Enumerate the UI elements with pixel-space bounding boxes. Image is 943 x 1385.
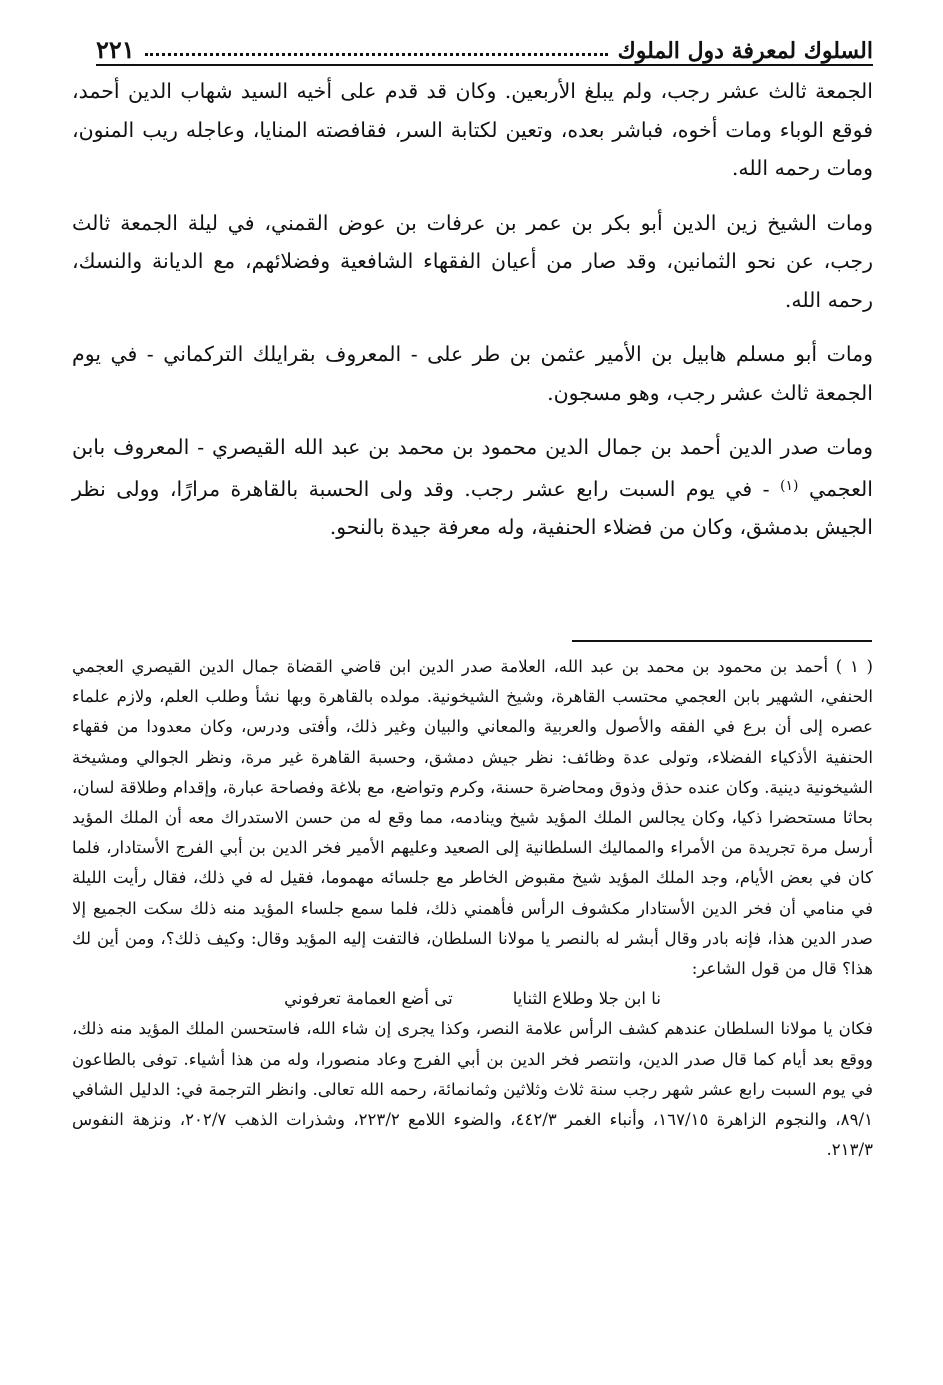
- footnote-body: ( ١ ) أحمد بن محمود بن محمد بن عبد الله، العلامة صدر الدين ابن قاضي القضاة جمال الدين القيصري العجمي الحنفي، الشهير بابن العجمي محتسب القاهرة، وشيخ الشيخونية. مولده بالقاهرة وبها نشأ وطلب العلم، ولازم علماء عصره إلى أن برع في الفقه والأصول والعربية والمعاني والبيان وغير ذلك، وأفتى ودرس، وكان معدودا من فقهاء الحنفية الأذكياء الفضلاء، وتولى عدة وظائف: نظر جيش دمشق، وحسبة القاهرة غير مرة، ونظر الجوالي ومشيخة الشيخونية دينية. وكان عنده حذق وذوق ومحاضرة حسنة، وكرم وتواضع، مع بلاغة وفصاحة عبارة، وإقدام وطلاقة لسان، بحاثا مستحضرا ذكيا، وكان يجالس الملك المؤيد شيخ وينادمه، مما وقع له من حسن الاستدراك معه أن الملك المؤيد أرسل مرة تجريدة من الأمراء والمماليك السلطانية إلى الصعيد وعليهم الأمير فخر الدين بن أبي الفرج الأستادار، فلما كان في بعض الأيام، وجد الملك المؤيد شيخ مقبوض الخاطر مع جلسائه مهموما، فقيل له في ذلك، فقال رأيت الليلة في منامي أن فخر الدين الأستادار مكشوف الرأس فأهمني ذلك، فلما سمع جلساء المؤيد منه ذلك سكت الجميع إلا صدر الدين هذا، فإنه بادر وقال أبشر له بالنصر يا مولانا السلطان، فالتفت إليه المؤيد وقال: وكيف ذلك؟، ومن أين لك هذا؟ قال من قول الشاعر:: [72, 657, 874, 979]
- main-text: [72, 72, 873, 547]
- footnote-reference: (١): [780, 477, 799, 494]
- paragraph-4-end: - في يوم السبت رابع عشر رجب. وقد ولى الحسبة بالقاهرة مرارًا، وولى نظر الجيش بدمشق، وكان من فضلاء الحنفية، وله معرفة جيدة بالنحو.: [72, 476, 873, 539]
- verse-second-hemistich: تى أضع العمامة تعرفوني: [284, 989, 453, 1009]
- paragraph-2: ومات الشيخ زين الدين أبو بكر بن عمر بن عرفات بن عوض القمني، في ليلة الجمعة ثالث رجب، عن نحو الثمانين، وقد صار من أعيان الفقهاء الشافعية وفضلائهم، مع الديانة والنسك، رحمه الله.: [72, 210, 873, 312]
- footnote-continuation: فكان يا مولانا السلطان عندهم كشف الرأس علامة النصر، وكذا يجرى إن شاء الله، فاستحسن الملك المؤيد منه ذلك، ووقع بعد أيام كما قال صدر الدين، وانتصر فخر الدين بن أبي الفرج وعاد منصورا، وله من هذا أشياء. توفى بالطاعون في يوم السبت رابع عشر شهر رجب سنة ثلاث وثلاثين وثمانمائة، رحمه الله تعالى. وانظر الترجمة في: الدليل الشافي ٨٩/١، والنجوم الزاهرة ١٦٧/١٥، وأنباء الغمر ٤٤٢/٣، والضوء اللامع ٢٢٣/٢، وشذرات الذهب ٢٠٢/٧، ونزهة النفوس ٢١٣/٣.: [72, 1019, 873, 1160]
- footnote: [72, 652, 873, 1165]
- paragraph-3: ومات أبو مسلم هابيل بن الأمير عثمن بن طر على - المعروف بقرايلك التركماني - في يوم الجمعة ثالث عشر رجب، وهو مسجون.: [72, 342, 873, 405]
- running-title: السلوك لمعرفة دول الملوك: [617, 38, 873, 64]
- paragraph-1: الجمعة ثالث عشر رجب، ولم يبلغ الأربعين. وكان قد قدم على أخيه السيد شهاب الدين أحمد، فوقع الوباء ومات أخوه، فباشر بعده، وتعين لكتابة السر، فقافصته المنايا، وعاجله ريب المنون، ومات رحمه الله.: [72, 79, 873, 180]
- verse-first-hemistich: نا ابن جلا وطلاع الثنايا: [512, 989, 661, 1009]
- running-header: [96, 30, 873, 66]
- footnote-separator-rule: [572, 640, 872, 642]
- poetry-verse: [72, 984, 873, 1014]
- paragraph-4: [72, 428, 873, 547]
- header-dot-leader: [145, 53, 608, 56]
- page-number: ٢٢١: [96, 35, 135, 64]
- paragraph-4-start: ومات صدر الدين أحمد بن جمال الدين محمود بن محمد بن عبد الله القيصري - المعروف بابن العجمي: [72, 435, 873, 501]
